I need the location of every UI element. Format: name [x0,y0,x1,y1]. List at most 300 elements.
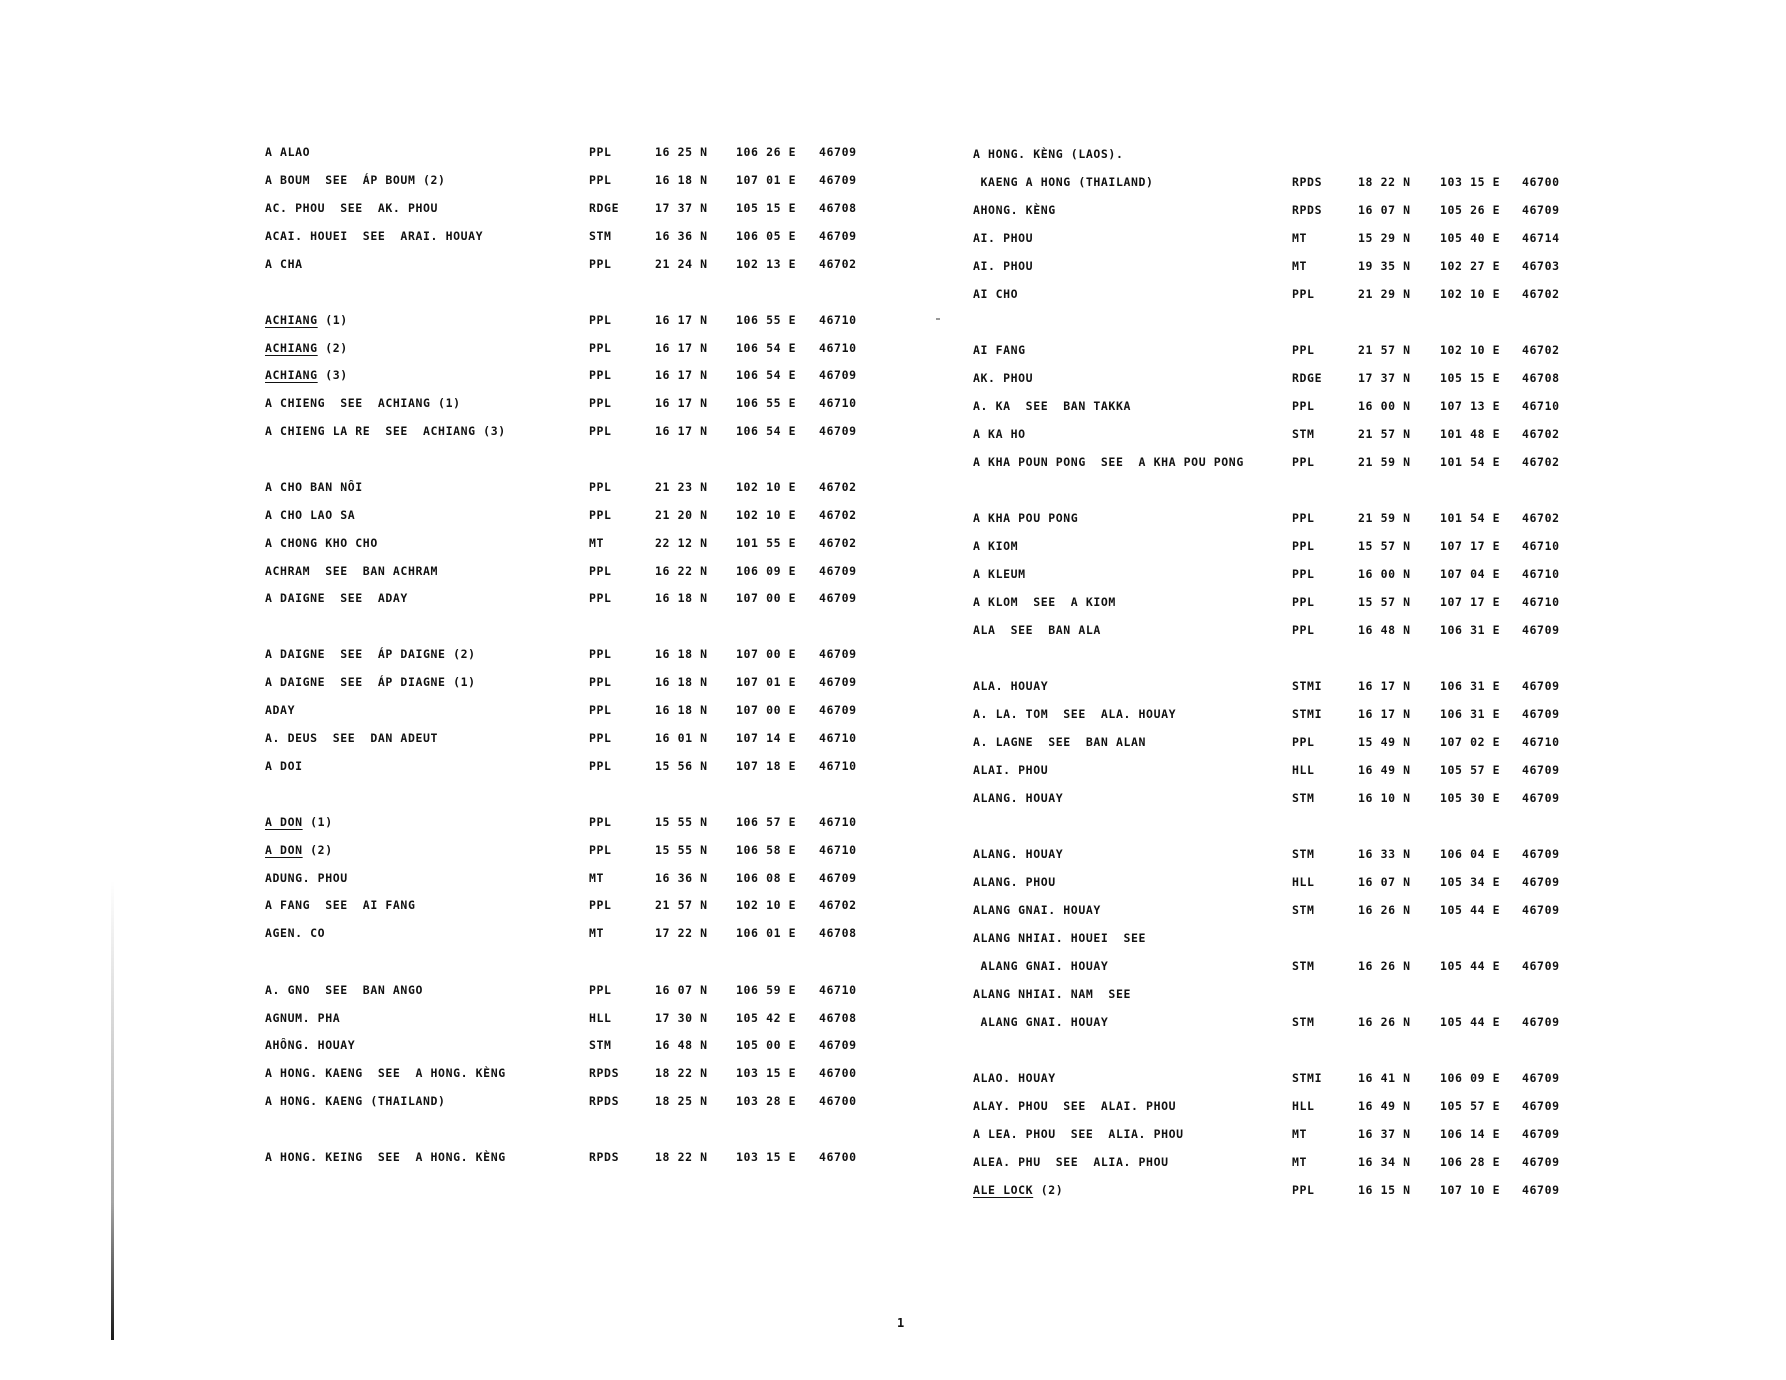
entry-sheet: 46708 [819,1011,857,1025]
entry-name: ALAY. PHOU SEE ALAI. PHOU [973,1099,1177,1113]
entry-name: A LEA. PHOU SEE ALIA. PHOU [973,1127,1184,1141]
entry-lon: 107 10 E [1440,1183,1501,1197]
entry-name: ALANG. HOUAY [973,847,1064,861]
entry-lon: 106 01 E [736,926,797,940]
entry-code: RDGE [1292,371,1323,385]
entry-sheet: 46700 [819,1066,857,1080]
entry-code: PPL [1292,455,1315,469]
entry-code: PPL [589,508,612,522]
entry-lon: 101 54 E [1440,511,1501,525]
entry-lon: 105 15 E [1440,371,1501,385]
entry-name-suffix: (2) [317,341,348,355]
entry-name [973,1181,1063,1199]
entry-sheet: 46700 [1522,175,1560,189]
entry-sheet: 46709 [1522,959,1560,973]
entry-sheet: 46709 [1522,1015,1560,1029]
entry-name: A ALAO [265,145,311,159]
entry-code: PPL [589,313,612,327]
entry-name: A KLOM SEE A KIOM [973,595,1116,609]
entry-sheet: 46709 [1522,623,1560,637]
entry-lon: 105 15 E [736,201,797,215]
entry-lat: 15 57 N [1358,595,1411,609]
entry-name: A CHO BAN NÔI [265,480,363,494]
entry-name: AGNUM. PHA [265,1011,341,1025]
entry-name [265,841,333,859]
entry-code: MT [589,536,605,550]
entry-lat: 15 49 N [1358,735,1411,749]
page-number: 1 [897,1316,905,1330]
entry-name: A. KA SEE BAN TAKKA [973,399,1131,413]
entry-code: PPL [589,257,612,271]
entry-name-suffix: (1) [302,815,333,829]
entry-code: HLL [1292,1099,1315,1113]
entry-lon: 106 28 E [1440,1155,1501,1169]
entry-code: MT [1292,259,1308,273]
entry-lat: 16 17 N [655,368,708,382]
entry-name: ALAO. HOUAY [973,1071,1056,1085]
entry-code: HLL [589,1011,612,1025]
entry-sheet: 46710 [819,843,857,857]
entry-lon: 105 26 E [1440,203,1501,217]
entry-code: PPL [589,564,612,578]
entry-name: A CHONG KHO CHO [265,536,378,550]
entry-lat: 21 23 N [655,480,708,494]
entry-code: PPL [589,480,612,494]
entry-lon: 107 00 E [736,591,797,605]
entry-lat: 15 55 N [655,815,708,829]
entry-sheet: 46710 [819,341,857,355]
scan-edge-mark [111,880,114,1340]
entry-name-underlined: A DON [265,843,303,857]
entry-code: PPL [1292,511,1315,525]
entry-lat: 16 18 N [655,647,708,661]
entry-lon: 106 58 E [736,843,797,857]
entry-lat: 16 17 N [655,396,708,410]
entry-name: A KLEUM [973,567,1026,581]
entry-code: MT [589,926,605,940]
entry-lon: 102 10 E [736,508,797,522]
entry-sheet: 46702 [819,480,857,494]
entry-lat: 16 17 N [655,341,708,355]
entry-lon: 105 44 E [1440,903,1501,917]
entry-code: PPL [1292,1183,1315,1197]
entry-lat: 18 22 N [655,1066,708,1080]
entry-lat: 21 57 N [1358,343,1411,357]
entry-lat: 16 15 N [1358,1183,1411,1197]
entry-code: PPL [1292,539,1315,553]
entry-sheet: 46702 [819,508,857,522]
entry-name-suffix: (3) [317,368,348,382]
entry-name: ALANG NHIAI. HOUEI SEE [973,931,1147,945]
scan-speck [936,318,940,320]
entry-lat: 16 26 N [1358,903,1411,917]
entry-name: ALEA. PHU SEE ALIA. PHOU [973,1155,1169,1169]
entry-code: PPL [1292,567,1315,581]
entry-sheet: 46710 [819,396,857,410]
entry-sheet: 46709 [819,368,857,382]
entry-sheet: 46702 [819,898,857,912]
entry-sheet: 46710 [819,313,857,327]
entry-code: STM [1292,1015,1315,1029]
entry-sheet: 46702 [1522,511,1560,525]
entry-sheet: 46708 [819,201,857,215]
entry-lon: 106 55 E [736,396,797,410]
entry-lon: 106 54 E [736,341,797,355]
entry-lon: 102 10 E [736,898,797,912]
entry-lat: 18 25 N [655,1094,708,1108]
entry-code: PPL [589,396,612,410]
entry-lat: 15 56 N [655,759,708,773]
entry-name: AGEN. CO [265,926,326,940]
entry-name: KAENG A HONG (THAILAND) [973,175,1154,189]
entry-name: A CHIENG LA RE SEE ACHIANG (3) [265,424,506,438]
entry-lon: 105 44 E [1440,959,1501,973]
entry-lon: 106 31 E [1440,679,1501,693]
entry-sheet: 46710 [1522,735,1560,749]
entry-code: PPL [589,145,612,159]
entry-lon: 106 31 E [1440,707,1501,721]
entry-sheet: 46709 [819,703,857,717]
entry-lon: 103 28 E [736,1094,797,1108]
entry-name: ALANG GNAI. HOUAY [973,959,1109,973]
entry-lon: 102 10 E [1440,287,1501,301]
entry-name: A DAIGNE SEE ADAY [265,591,408,605]
entry-name [265,311,348,329]
entry-sheet: 46702 [1522,343,1560,357]
entry-sheet: 46710 [1522,595,1560,609]
entry-name-underlined: ACHIANG [265,313,318,327]
entry-lon: 103 15 E [1440,175,1501,189]
entry-sheet: 46710 [819,731,857,745]
entry-lon: 106 05 E [736,229,797,243]
entry-name: A CHIENG SEE ACHIANG (1) [265,396,461,410]
entry-name: A KA HO [973,427,1026,441]
entry-lon: 106 55 E [736,313,797,327]
entry-name: A KIOM [973,539,1019,553]
entry-code: STM [1292,427,1315,441]
entry-lat: 15 55 N [655,843,708,857]
entry-sheet: 46709 [819,145,857,159]
entry-name [265,813,333,831]
entry-code: PPL [589,341,612,355]
entry-code: STMI [1292,1071,1323,1085]
entry-sheet: 46710 [819,759,857,773]
entry-name: A. LA. TOM SEE ALA. HOUAY [973,707,1177,721]
entry-code: PPL [1292,287,1315,301]
entry-name: AI FANG [973,343,1026,357]
entry-code: MT [1292,1155,1308,1169]
entry-name: ALANG GNAI. HOUAY [973,1015,1109,1029]
entry-code: PPL [1292,399,1315,413]
entry-lon: 105 30 E [1440,791,1501,805]
entry-lat: 16 17 N [1358,707,1411,721]
entry-lat: 16 17 N [1358,679,1411,693]
entry-lat: 16 26 N [1358,959,1411,973]
entry-lat: 16 36 N [655,229,708,243]
entry-lon: 107 00 E [736,703,797,717]
entry-sheet: 46709 [1522,1099,1560,1113]
entry-code: HLL [1292,875,1315,889]
entry-sheet: 46709 [1522,1127,1560,1141]
entry-code: PPL [589,759,612,773]
entry-sheet: 46710 [819,815,857,829]
entry-lon: 106 09 E [1440,1071,1501,1085]
entry-lat: 21 24 N [655,257,708,271]
entry-lon: 106 59 E [736,983,797,997]
entry-code: STM [589,229,612,243]
entry-sheet: 46709 [1522,903,1560,917]
entry-code: MT [1292,231,1308,245]
entry-lat: 15 29 N [1358,231,1411,245]
entry-code: PPL [1292,595,1315,609]
entry-name: A BOUM SEE ÁP BOUM (2) [265,173,446,187]
entry-name-suffix: (2) [1033,1183,1064,1197]
entry-lon: 107 14 E [736,731,797,745]
entry-sheet: 46709 [819,1038,857,1052]
entry-name [265,339,348,357]
entry-code: PPL [589,983,612,997]
entry-code: HLL [1292,763,1315,777]
entry-sheet: 46709 [819,229,857,243]
entry-name: A DOI [265,759,303,773]
entry-code: PPL [589,368,612,382]
entry-sheet: 46709 [1522,679,1560,693]
entry-lon: 103 15 E [736,1066,797,1080]
entry-sheet: 46709 [1522,763,1560,777]
entry-code: RPDS [589,1150,620,1164]
entry-lat: 17 22 N [655,926,708,940]
entry-lat: 16 33 N [1358,847,1411,861]
entry-lon: 102 10 E [1440,343,1501,357]
entry-lat: 16 49 N [1358,763,1411,777]
entry-code: PPL [589,843,612,857]
entry-lon: 106 57 E [736,815,797,829]
entry-name: AK. PHOU [973,371,1034,385]
entry-lon: 105 57 E [1440,763,1501,777]
entry-code: MT [1292,1127,1308,1141]
entry-name: ALAI. PHOU [973,763,1049,777]
entry-sheet: 46702 [819,257,857,271]
entry-sheet: 46709 [1522,707,1560,721]
entry-code: RDGE [589,201,620,215]
entry-sheet: 46709 [1522,1155,1560,1169]
entry-sheet: 46708 [819,926,857,940]
entry-name: A HONG. KAENG SEE A HONG. KÈNG [265,1066,506,1080]
entry-name: A HONG. KEING SEE A HONG. KÈNG [265,1150,506,1164]
entry-name-underlined: ACHIANG [265,368,318,382]
entry-name: A. LAGNE SEE BAN ALAN [973,735,1147,749]
entry-lat: 16 37 N [1358,1127,1411,1141]
entry-sheet: 46702 [1522,287,1560,301]
entry-lat: 16 18 N [655,173,708,187]
entry-lon: 106 04 E [1440,847,1501,861]
entry-code: PPL [589,898,612,912]
entry-lat: 21 29 N [1358,287,1411,301]
entry-sheet: 46700 [819,1150,857,1164]
entry-code: RPDS [589,1066,620,1080]
entry-lat: 16 26 N [1358,1015,1411,1029]
entry-name-suffix: (1) [317,313,348,327]
entry-name: ALANG. PHOU [973,875,1056,889]
entry-name: A HONG. KÈNG (LAOS). [973,147,1124,161]
entry-lon: 105 40 E [1440,231,1501,245]
entry-name: A DAIGNE SEE ÁP DAIGNE (2) [265,647,476,661]
entry-code: RPDS [1292,203,1323,217]
entry-name-underlined: ACHIANG [265,341,318,355]
entry-lon: 105 42 E [736,1011,797,1025]
entry-sheet: 46710 [1522,539,1560,553]
entry-lon: 101 55 E [736,536,797,550]
entry-lon: 107 17 E [1440,595,1501,609]
entry-name: ALANG NHIAI. NAM SEE [973,987,1131,1001]
entry-lon: 105 57 E [1440,1099,1501,1113]
entry-name: AC. PHOU SEE AK. PHOU [265,201,439,215]
entry-lat: 17 37 N [655,201,708,215]
entry-sheet: 46709 [1522,1071,1560,1085]
entry-code: STM [589,1038,612,1052]
entry-lon: 106 26 E [736,145,797,159]
entry-lon: 105 34 E [1440,875,1501,889]
entry-name: ACAI. HOUEI SEE ARAI. HOUAY [265,229,484,243]
entry-lon: 106 31 E [1440,623,1501,637]
entry-lat: 16 00 N [1358,567,1411,581]
entry-lon: 101 48 E [1440,427,1501,441]
entry-sheet: 46702 [1522,455,1560,469]
entry-sheet: 46703 [1522,259,1560,273]
entry-sheet: 46708 [1522,371,1560,385]
entry-lon: 101 54 E [1440,455,1501,469]
entry-lon: 106 54 E [736,368,797,382]
entry-lon: 107 13 E [1440,399,1501,413]
entry-name: ADUNG. PHOU [265,871,348,885]
entry-lat: 16 41 N [1358,1071,1411,1085]
entry-code: RPDS [589,1094,620,1108]
entry-name: A CHA [265,257,303,271]
entry-sheet: 46709 [819,647,857,661]
entry-code: PPL [589,647,612,661]
entry-lat: 16 48 N [655,1038,708,1052]
entry-sheet: 46709 [819,675,857,689]
entry-name: AI CHO [973,287,1019,301]
entry-name: AI. PHOU [973,231,1034,245]
entry-name: ACHRAM SEE BAN ACHRAM [265,564,439,578]
entry-code: PPL [589,731,612,745]
entry-code: PPL [589,703,612,717]
entry-lat: 16 01 N [655,731,708,745]
entry-sheet: 46710 [819,983,857,997]
entry-lat: 18 22 N [1358,175,1411,189]
entry-lat: 22 12 N [655,536,708,550]
entry-lon: 105 00 E [736,1038,797,1052]
entry-sheet: 46710 [1522,399,1560,413]
entry-lon: 107 01 E [736,675,797,689]
entry-lat: 16 18 N [655,703,708,717]
entry-name: AHONG. KÈNG [973,203,1056,217]
entry-lat: 16 25 N [655,145,708,159]
entry-name: ALA. HOUAY [973,679,1049,693]
entry-name-underlined: ALE LOCK [973,1183,1034,1197]
entry-lat: 16 17 N [655,313,708,327]
entry-code: PPL [1292,623,1315,637]
entry-code: PPL [589,173,612,187]
entry-sheet: 46709 [1522,791,1560,805]
entry-lon: 106 08 E [736,871,797,885]
entry-lat: 16 48 N [1358,623,1411,637]
entry-name-underlined: A DON [265,815,303,829]
entry-lat: 16 36 N [655,871,708,885]
entry-name: A FANG SEE AI FANG [265,898,416,912]
entry-lat: 21 20 N [655,508,708,522]
entry-name: A HONG. KAENG (THAILAND) [265,1094,446,1108]
entry-lon: 102 27 E [1440,259,1501,273]
entry-sheet: 46709 [1522,875,1560,889]
entry-sheet: 46702 [819,536,857,550]
entry-name: A. GNO SEE BAN ANGO [265,983,423,997]
entry-lon: 107 17 E [1440,539,1501,553]
entry-lon: 107 04 E [1440,567,1501,581]
entry-name: ALANG. HOUAY [973,791,1064,805]
entry-lon: 102 10 E [736,480,797,494]
entry-code: PPL [589,815,612,829]
entry-lat: 16 22 N [655,564,708,578]
entry-lat: 18 22 N [655,1150,708,1164]
entry-lat: 16 10 N [1358,791,1411,805]
entry-lon: 107 00 E [736,647,797,661]
entry-sheet: 46709 [1522,1183,1560,1197]
entry-code: PPL [589,675,612,689]
entry-lon: 106 14 E [1440,1127,1501,1141]
entry-name: AI. PHOU [973,259,1034,273]
entry-name: A KHA POU PONG [973,511,1079,525]
entry-name: A. DEUS SEE DAN ADEUT [265,731,439,745]
entry-lon: 105 44 E [1440,1015,1501,1029]
entry-lat: 16 18 N [655,675,708,689]
entry-code: STM [1292,847,1315,861]
entry-lat: 17 37 N [1358,371,1411,385]
entry-sheet: 46714 [1522,231,1560,245]
entry-lat: 16 00 N [1358,399,1411,413]
entry-name: ALANG GNAI. HOUAY [973,903,1101,917]
entry-code: STMI [1292,679,1323,693]
entry-lat: 16 07 N [655,983,708,997]
entry-lat: 16 18 N [655,591,708,605]
entry-lat: 21 59 N [1358,455,1411,469]
entry-name: ALA SEE BAN ALA [973,623,1101,637]
entry-lat: 17 30 N [655,1011,708,1025]
entry-sheet: 46702 [1522,427,1560,441]
entry-name: ADAY [265,703,296,717]
entry-name-suffix: (2) [302,843,333,857]
entry-code: STM [1292,959,1315,973]
entry-sheet: 46709 [819,564,857,578]
entry-name [265,366,348,384]
entry-name: A KHA POUN PONG SEE A KHA POU PONG [973,455,1244,469]
entry-lat: 16 49 N [1358,1099,1411,1113]
entry-lon: 107 18 E [736,759,797,773]
entry-sheet: 46709 [1522,203,1560,217]
entry-lat: 21 57 N [655,898,708,912]
entry-lat: 16 07 N [1358,875,1411,889]
entry-lon: 102 13 E [736,257,797,271]
entry-sheet: 46710 [1522,567,1560,581]
entry-lat: 21 59 N [1358,511,1411,525]
entry-code: PPL [589,591,612,605]
entry-lat: 19 35 N [1358,259,1411,273]
entry-lon: 106 09 E [736,564,797,578]
entry-code: STM [1292,791,1315,805]
entry-sheet: 46700 [819,1094,857,1108]
entry-lat: 21 57 N [1358,427,1411,441]
